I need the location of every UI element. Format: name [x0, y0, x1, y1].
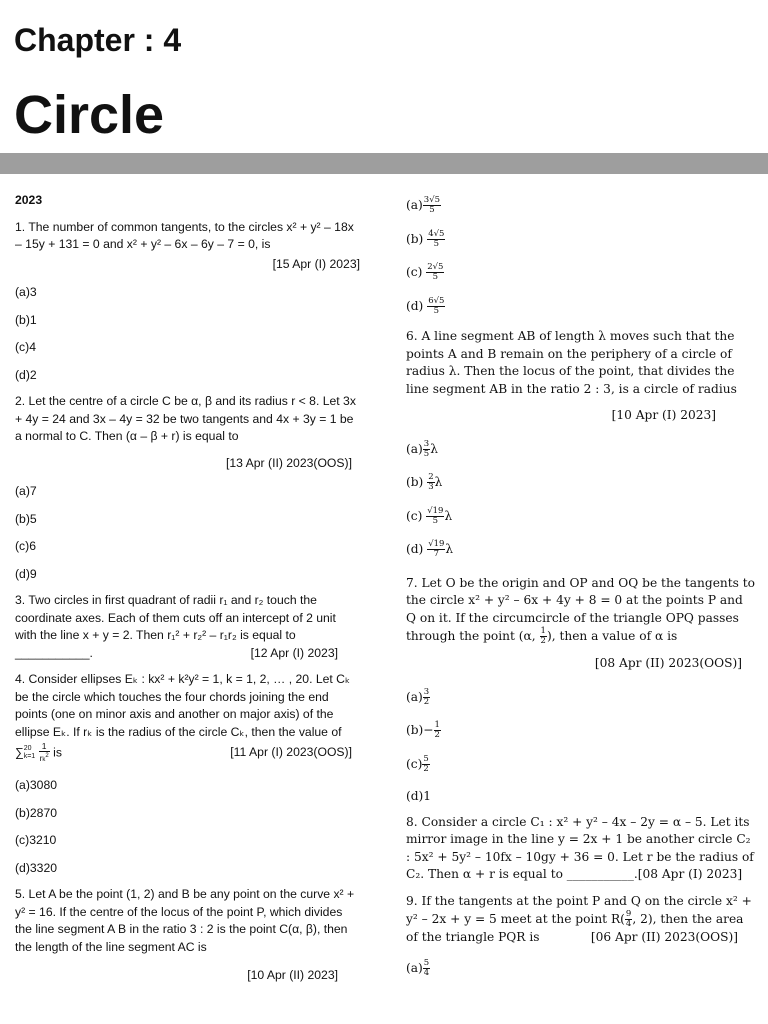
- option-numerator: 6√5: [428, 295, 445, 306]
- point-close: ): [546, 629, 552, 643]
- lambda-symbol: λ: [445, 542, 454, 556]
- point-close: , 2): [632, 912, 653, 926]
- question-1-option-a: (a)3: [15, 285, 37, 299]
- option-label: (d): [406, 542, 428, 556]
- option-denominator: 2: [434, 730, 440, 740]
- question-3: [15, 592, 360, 662]
- option-numerator: 2: [428, 472, 434, 482]
- option-numerator: √19: [427, 505, 444, 516]
- option-label: (a): [406, 198, 423, 212]
- question-9-text: [406, 893, 756, 947]
- question-2-ref: [13 Apr (II) 2023(OOS)]: [226, 455, 352, 470]
- question-5: [15, 886, 360, 985]
- option-numerator: 4√5: [428, 228, 445, 239]
- option-label: (c): [406, 508, 427, 523]
- question-5-option-a: [406, 196, 756, 214]
- question-4-option-a: (a)3080: [15, 778, 58, 792]
- question-7-option-b: [406, 721, 756, 739]
- question-4-ref: [11 Apr (I) 2023(OOS)]: [230, 745, 352, 760]
- option-numerator: 5: [423, 753, 429, 764]
- question-3-text: 3. Two circles in first quadrant of radii r₁ and r₂ touch the coordinate axes. Each of them cuts off an intercept of 2 unit with the line x + y = 2. Then r₁² + r₂² – r₁r₂ is equal to: [15, 593, 336, 642]
- question-8-ref: [08 Apr (I) 2023]: [637, 867, 743, 881]
- question-7-body: 7. Let O be the origin and OP and OQ be the tangents to the circle x² + y² – 6x + 4y + 8 = 0 at the points P and Q on it. If the circumcircle of the triangle OPQ passes through the point: [406, 575, 756, 643]
- point-open: (: [620, 912, 625, 926]
- question-1: [15, 219, 360, 385]
- sum-fraction-subscript: k: [42, 756, 46, 763]
- option-denominator: 4: [423, 967, 430, 978]
- question-5-options: [406, 196, 756, 314]
- option-numerator: 3: [423, 438, 430, 449]
- option-denominator: 3: [428, 482, 434, 492]
- question-5-option-b: [406, 230, 756, 248]
- option-label: (a): [406, 960, 423, 975]
- point-denominator: 4: [625, 919, 632, 929]
- option-denominator: 2: [423, 696, 430, 707]
- question-1-option-d: (d)2: [15, 367, 37, 382]
- option-denominator: 5: [432, 515, 439, 526]
- question-4-option-c: (c)3210: [15, 833, 57, 847]
- question-1-option-c: (c)4: [15, 340, 36, 354]
- option-denominator: 2: [423, 763, 429, 774]
- option-label: (c): [406, 265, 427, 279]
- question-2: [15, 393, 360, 583]
- point-open: (α,: [518, 629, 540, 643]
- question-7-option-c: [406, 755, 756, 773]
- year-heading: 2023: [15, 193, 43, 207]
- option-numerator: 3: [423, 686, 430, 697]
- question-1-option-b: (b)1: [15, 312, 37, 327]
- option-label: (d): [406, 298, 428, 313]
- summation-upper-limit: 20: [23, 745, 32, 752]
- lambda-symbol: λ: [430, 441, 438, 456]
- header-divider-band: [0, 153, 768, 174]
- question-1-text: 1. The number of common tangents, to the circles x² + y² – 18x – 15y + 131 = 0 and x² + y² – 6x – 6y – 7 = 0, is: [15, 219, 354, 251]
- question-2-option-c: (c)6: [15, 539, 36, 553]
- question-5-option-d: [406, 297, 756, 315]
- question-9-option-a: [406, 959, 756, 977]
- lambda-symbol: λ: [434, 475, 443, 489]
- question-4: [15, 671, 360, 877]
- sum-fraction-numerator: 1: [39, 742, 50, 752]
- question-2-option-d: (d)9: [15, 566, 37, 581]
- option-denominator: 5: [433, 238, 440, 249]
- right-column: [406, 196, 756, 976]
- option-numerator: 2√5: [427, 262, 444, 272]
- option-label: (b): [406, 475, 428, 489]
- question-2-option-a: (a)7: [15, 484, 37, 498]
- question-8-text: [406, 814, 756, 884]
- question-6-option-c: [406, 507, 756, 525]
- chapter-title: Circle: [14, 85, 165, 145]
- question-7-text: [406, 575, 756, 647]
- question-6-ref: [10 Apr (I) 2023]: [611, 408, 716, 422]
- question-9-ref: [06 Apr (II) 2023(OOS)]: [590, 930, 738, 944]
- summation-symbol: ∑: [15, 745, 24, 760]
- option-label: (b)−: [406, 723, 434, 737]
- question-6: [406, 328, 756, 558]
- chapter-number: Chapter : 4: [14, 22, 182, 58]
- question-4-text: 4. Consider ellipses Eₖ : kx² + k²y² = 1, k = 1, 2, … , 20. Let Cₖ be the circle which touches the four chords joining the end points (one on minor axis and another on major axis) of the ellipse Eₖ. If rₖ is the radius of the circle Cₖ, then the value of: [15, 672, 351, 739]
- question-5-ref: [10 Apr (II) 2023]: [247, 968, 338, 982]
- question-3-ref: [12 Apr (I) 2023]: [250, 645, 338, 660]
- question-7-option-d: [406, 788, 756, 806]
- option-numerator: 3√5: [423, 195, 441, 205]
- question-9: [406, 893, 756, 977]
- sum-fraction-superscript: 2: [45, 752, 49, 759]
- option-numerator: 1: [434, 720, 440, 730]
- question-6-option-a: [406, 440, 756, 458]
- left-column: [15, 192, 360, 985]
- point-denominator: 2: [540, 636, 546, 646]
- summation-lower-limit: k=1: [23, 753, 36, 760]
- question-4-tail: is: [53, 745, 62, 760]
- question-5-text: 5. Let A be the point (1, 2) and B be any point on the curve x² + y² = 16. If the centre of the locus of the point P, which divides the line segment A B in the ratio 3 : 2 is the point C(α, β), then the length of the line segment AC is: [15, 887, 355, 954]
- question-2-text: 2. Let the centre of a circle C be α, β and its radius r < 8. Let 3x + 4y = 24 and 3x – 4y = 32 be two tangents and 4x + 3y = 1 be a normal to C. Then (α – β + r) is equal to: [15, 394, 356, 443]
- question-6-option-d: [406, 540, 756, 558]
- option-label: (b): [406, 231, 428, 246]
- question-5-option-c: [406, 263, 756, 281]
- question-2-option-b: (b)5: [15, 511, 37, 526]
- option-label: (a): [406, 441, 423, 456]
- lambda-symbol: λ: [444, 508, 453, 523]
- option-denominator: 5: [432, 272, 439, 282]
- option-label: (c): [406, 756, 423, 771]
- question-1-ref: [15 Apr (I) 2023]: [272, 256, 360, 271]
- option-label: (d)1: [406, 789, 432, 803]
- option-label: (a): [406, 689, 423, 704]
- option-numerator: √19: [428, 539, 445, 549]
- question-4-sum-expression: [15, 742, 62, 765]
- point-numerator: 1: [540, 626, 546, 636]
- option-denominator: 7: [433, 549, 440, 559]
- sum-fraction-denominator: r: [39, 752, 43, 763]
- question-6-option-b: [406, 473, 756, 491]
- question-9-tail: , then the area of the triangle PQR is: [406, 912, 744, 944]
- question-7-ref: [08 Apr (II) 2023(OOS)]: [594, 656, 742, 670]
- option-denominator: 5: [433, 305, 440, 316]
- question-4-option-b: (b)2870: [15, 805, 58, 820]
- option-denominator: 5: [423, 448, 430, 459]
- option-denominator: 5: [429, 205, 435, 215]
- question-3-blank: ___________.: [15, 645, 93, 660]
- point-numerator: 9: [625, 909, 632, 919]
- question-7-tail: , then a value of α is: [551, 629, 678, 643]
- question-4-option-d: (d)3320: [15, 860, 58, 875]
- option-numerator: 5: [423, 957, 430, 968]
- question-8-body: 8. Consider a circle C₁ : x² + y² – 4x – 2y = α – 5. Let its mirror image in the line y = 2x + 1 be another circle C₂ : 5x² + 5y² – 10fx – 10gy + 36 = 0. Let r be the radius of C₂. Then α + r is equal to ___________.: [406, 814, 754, 881]
- question-7: [406, 575, 756, 806]
- question-7-option-a: [406, 688, 756, 706]
- question-6-text: 6. A line segment AB of length λ moves such that the points A and B remain on the periphery of a circle of radius λ. Then the locus of the point, that divides the line segment AB in the ratio 2 : 3, is a circle of radius: [406, 329, 737, 396]
- question-9-body: 9. If the tangents at the point P and Q on the circle x² + y² – 2x + y = 5 meet at the point R: [406, 893, 752, 926]
- question-8: [406, 814, 756, 884]
